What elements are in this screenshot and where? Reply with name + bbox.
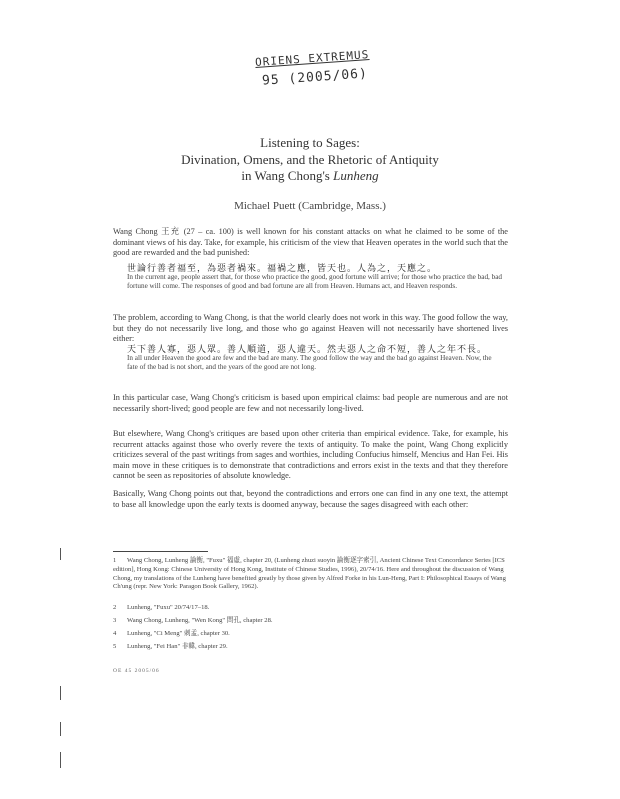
- footnote-text: Lunheng, "Fuxu" 20/74/17–18.: [127, 604, 210, 611]
- title-line-1: Listening to Sages:: [260, 135, 360, 150]
- scan-margin-mark: [60, 752, 61, 768]
- footnote-text: Wang Chong, Lunheng, "Wen Kong" 問孔, chapter 28.: [127, 617, 273, 624]
- footnote-text: Lunheng, "Ci Meng" 刺孟, chapter 30.: [127, 630, 230, 637]
- quote-2-chinese: 天下善人寡，惡人眾。善人順道，惡人違天。然夫惡人之命不短，善人之年不長。: [127, 344, 488, 354]
- scan-margin-mark: [60, 548, 61, 560]
- scan-margin-mark: [60, 722, 61, 736]
- title-line-3-prefix: in Wang Chong's: [241, 168, 334, 183]
- footnote-3: [113, 617, 508, 626]
- paragraph-5: Basically, Wang Chong points out that, beyond the contradictions and errors one can find in any one text, the attempt to base all knowledge upon the early texts is doomed anyway, because the sages disagreed with each other:: [113, 489, 508, 509]
- footnote-number: 4: [113, 630, 117, 637]
- footnote-1: [113, 557, 508, 592]
- paragraph-3: In this particular case, Wang Chong's criticism is based upon empirical claims: bad people are numerous and are not necessarily short-lived; good people are few and not necessarily long-lived.: [113, 393, 508, 413]
- footnote-text: Lunheng, "Fei Han" 非韓, chapter 29.: [127, 643, 228, 650]
- scan-margin-mark: [60, 686, 61, 700]
- page-credit: OE 45 2005/06: [113, 668, 160, 674]
- footnote-rule: [113, 551, 208, 552]
- quote-2-translation: In all under Heaven the good are few and the bad are many. The good follow the way and the bad go against Heaven. Now, the fate of the bad is not short, and the years of the good are not long.: [127, 354, 492, 372]
- title-line-2: Divination, Omens, and the Rhetoric of Antiquity: [181, 152, 439, 167]
- author: Michael Puett (Cambridge, Mass.): [234, 200, 386, 212]
- footnote-4: [113, 630, 508, 639]
- footnote-2: [113, 604, 508, 613]
- title-line-3-italic: Lunheng: [333, 168, 379, 183]
- handwritten-volume-note: 95 (2005/06): [261, 66, 369, 89]
- quote-1-translation: In the current age, people assert that, for those who practice the good, good fortune will arrive; for those who practice the bad, bad fortune will come. The responses of good and bad fortune are all from Heaven. Humans act, and Heaven responds.: [127, 273, 503, 291]
- footnote-number: 1: [113, 557, 117, 564]
- footnote-number: 3: [113, 617, 117, 624]
- quote-2: [127, 345, 502, 373]
- footnote-5: [113, 643, 508, 652]
- quote-1-chinese: 世論行善者福至，為惡者禍來。福禍之應，皆天也。人為之，天應之。: [127, 263, 438, 273]
- paragraph-2: The problem, according to Wang Chong, is that the world clearly does not work in this way. The good follow the way, but they do not necessarily live long, and those who go against Heaven will not necessarily have shortened lives either:: [113, 313, 508, 344]
- footnote-text: Wang Chong, Lunheng 論衡, "Fuxu" 福虛, chapter 20, (Lunheng zhuzi suoyin 論衡逐字索引, Ancient Chinese Text Concordance Series [ICS edition], Hong Kong: Chinese University of Hong Kong, Institute of Chinese Studies, 1996), 20/74/16. Here and throughout the discussion of Wang Chong, my translations of the Lunheng have benefited greatly by those given by Alfred Forke in his Lun-Heng, Part I: Philosophical Essays of Wang Ch'ung (repr. New York: Paragon Book Gallery, 1962).: [113, 557, 506, 591]
- handwritten-journal-name: ORIENS EXTREMUS: [254, 48, 370, 69]
- paragraph-1: Wang Chong 王充 (27 – ca. 100) is well known for his constant attacks on what he claimed to be some of the dominant views of his day. Take, for example, his criticism of the view that Heaven operates in the world such that the good are rewarded and the bad punished:: [113, 227, 508, 258]
- paragraph-4: But elsewhere, Wang Chong's critiques are based upon other criteria than empirical evidence. Take, for example, his recurrent attacks against those who overly revere the texts of antiquity. To make the point, Wang Chong explicitly criticizes several of the past writings from sages and worthies, including Confucius himself, Mencius and Han Fei. His main move in these critiques is to demonstrate that contradictions and errors exist in the texts and that they therefore cannot be seen as repositories of absolute knowledge.: [113, 429, 508, 481]
- quote-1: [127, 264, 502, 292]
- title-line-3: [0, 168, 620, 184]
- footnote-number: 2: [113, 604, 117, 611]
- footnote-number: 5: [113, 643, 117, 650]
